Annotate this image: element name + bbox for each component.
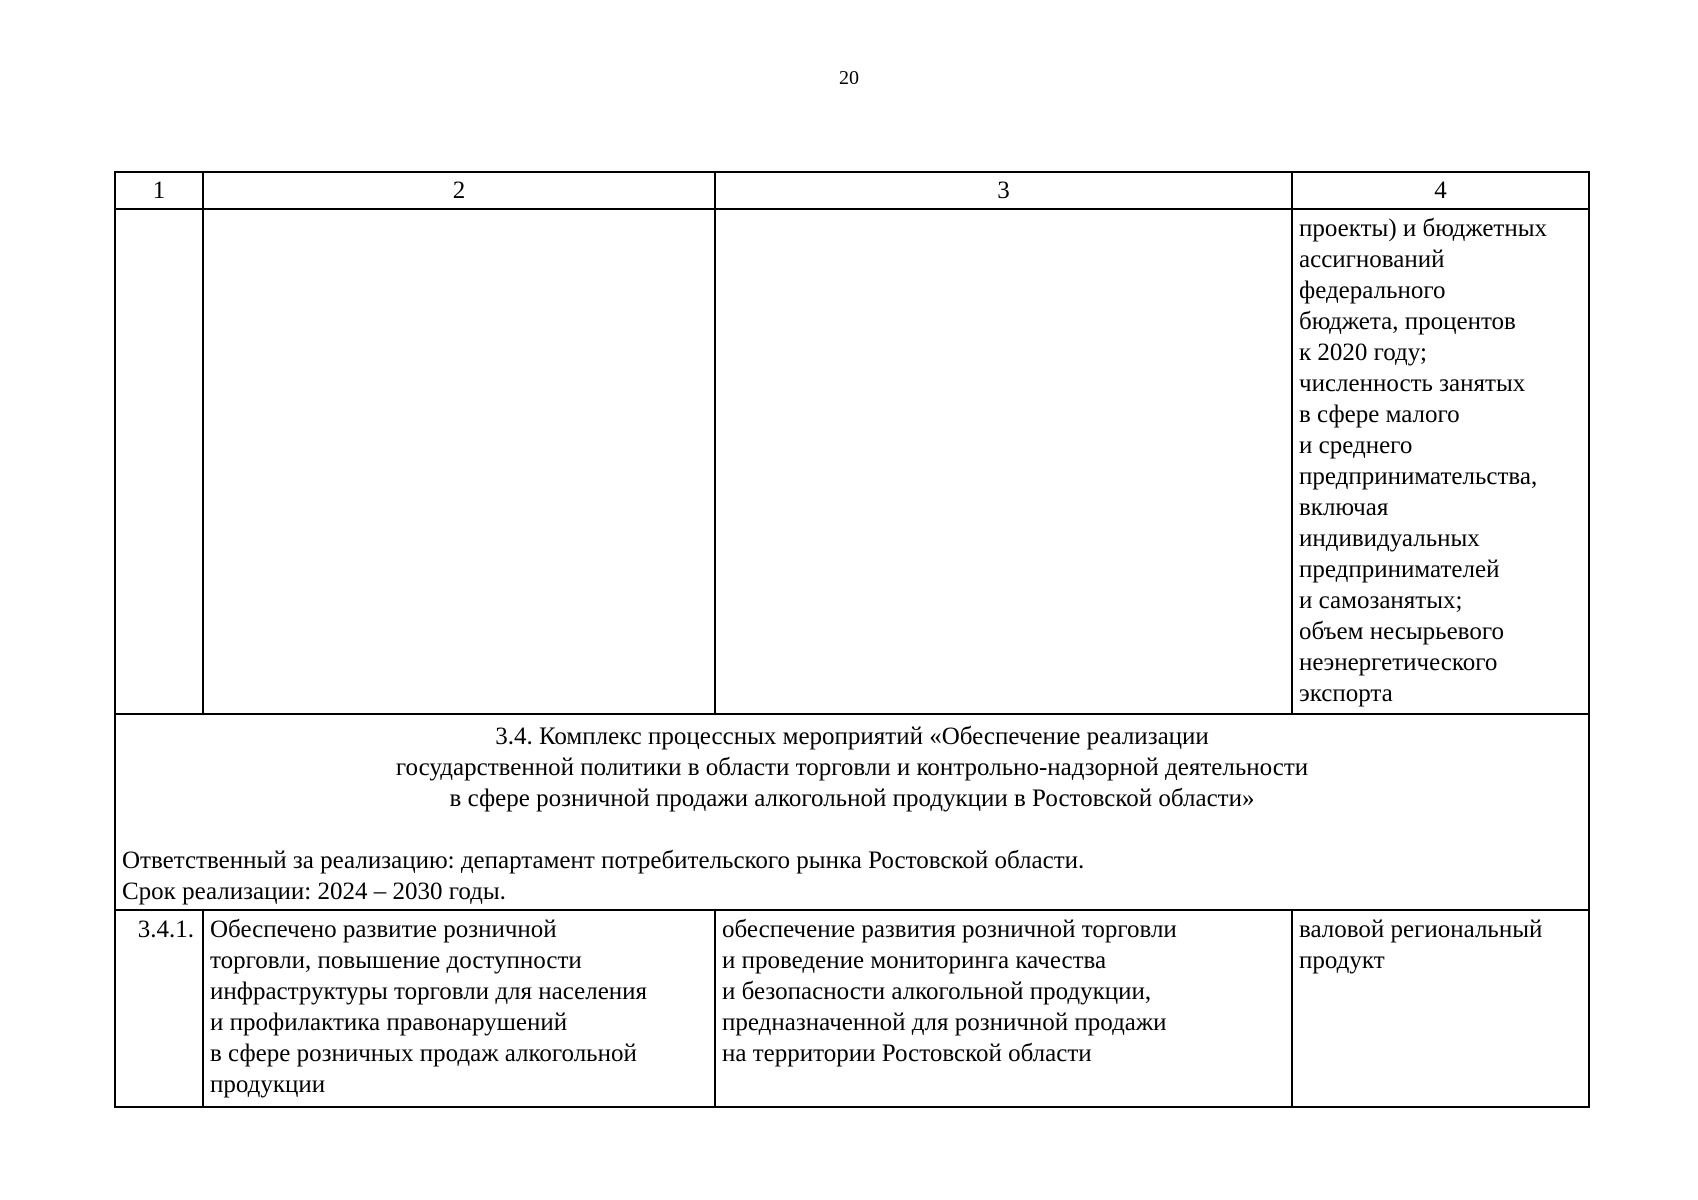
section-responsible: Ответственный за реализацию: департамент потребительского рынка Ростовской области. [122,847,1085,874]
indicator-line: валовой региональный [1299,916,1543,943]
indicator-line: проекты) и бюджетных [1299,215,1548,242]
header-col-2: 2 [203,172,715,209]
section-title-line: государственной политики в области торговли и контрольно-надзорной деятельности [395,754,1309,781]
continuation-cell-1 [115,209,203,714]
section-title [122,721,1582,814]
section-meta [122,845,1582,907]
indicator-line: индивидуальных [1299,525,1480,552]
description-line: обеспечение развития розничной торговли [722,916,1177,943]
indicator-line: экспорта [1299,680,1393,707]
indicator-line: федерального [1299,277,1446,304]
indicator-line: предпринимательства, [1299,463,1538,490]
row-indicator [1292,910,1589,1107]
header-col-4: 4 [1292,172,1589,209]
description-line: и безопасности алкогольной продукции, [722,978,1152,1005]
table-row [115,910,1589,1107]
header-col-1: 1 [115,172,203,209]
continuation-cell-4 [1292,209,1589,714]
section-cell [115,714,1589,910]
indicator-line: бюджета, процентов [1299,308,1516,335]
section-title-line: 3.4. Комплекс процессных мероприятий «Обеспечение реализации [495,723,1209,750]
document-table [114,171,1590,1108]
row-task [203,910,715,1107]
task-line: и профилактика правонарушений [210,1009,568,1036]
indicator-line: объем несырьевого [1299,618,1504,645]
indicator-line: к 2020 году; [1299,339,1427,366]
indicator-line: включая [1299,494,1389,521]
indicator-line: в сфере малого [1299,401,1460,428]
continuation-cell-3 [715,209,1292,714]
table-header-row [115,172,1589,209]
task-line: продукции [210,1071,326,1098]
indicator-line: ассигнований [1299,246,1445,273]
indicator-line: неэнергетического [1299,649,1498,676]
section-period: Срок реализации: 2024 – 2030 годы. [122,878,506,905]
indicator-line: и среднего [1299,432,1413,459]
continuation-cell-2 [203,209,715,714]
indicator-line: продукт [1299,947,1385,974]
indicator-line: предпринимателей [1299,556,1500,583]
header-col-3: 3 [715,172,1292,209]
task-line: инфраструктуры торговли для населения [210,978,648,1005]
description-line: на территории Ростовской области [722,1040,1092,1067]
indicator-line: численность занятых [1299,370,1526,397]
section-title-line: в сфере розничной продажи алкогольной продукции в Ростовской области» [449,785,1255,812]
row-number: 3.4.1. [115,910,203,1107]
task-line: Обеспечено развитие розничной [210,916,557,943]
description-line: и проведение мониторинга качества [722,947,1107,974]
indicator-line: и самозанятых; [1299,587,1463,614]
task-line: торговли, повышение доступности [210,947,582,974]
continuation-row [115,209,1589,714]
row-description [715,910,1292,1107]
task-line: в сфере розничных продаж алкогольной [210,1040,637,1067]
section-row [115,714,1589,910]
description-line: предназначенной для розничной продажи [722,1009,1167,1036]
page-number: 20 [839,67,859,89]
